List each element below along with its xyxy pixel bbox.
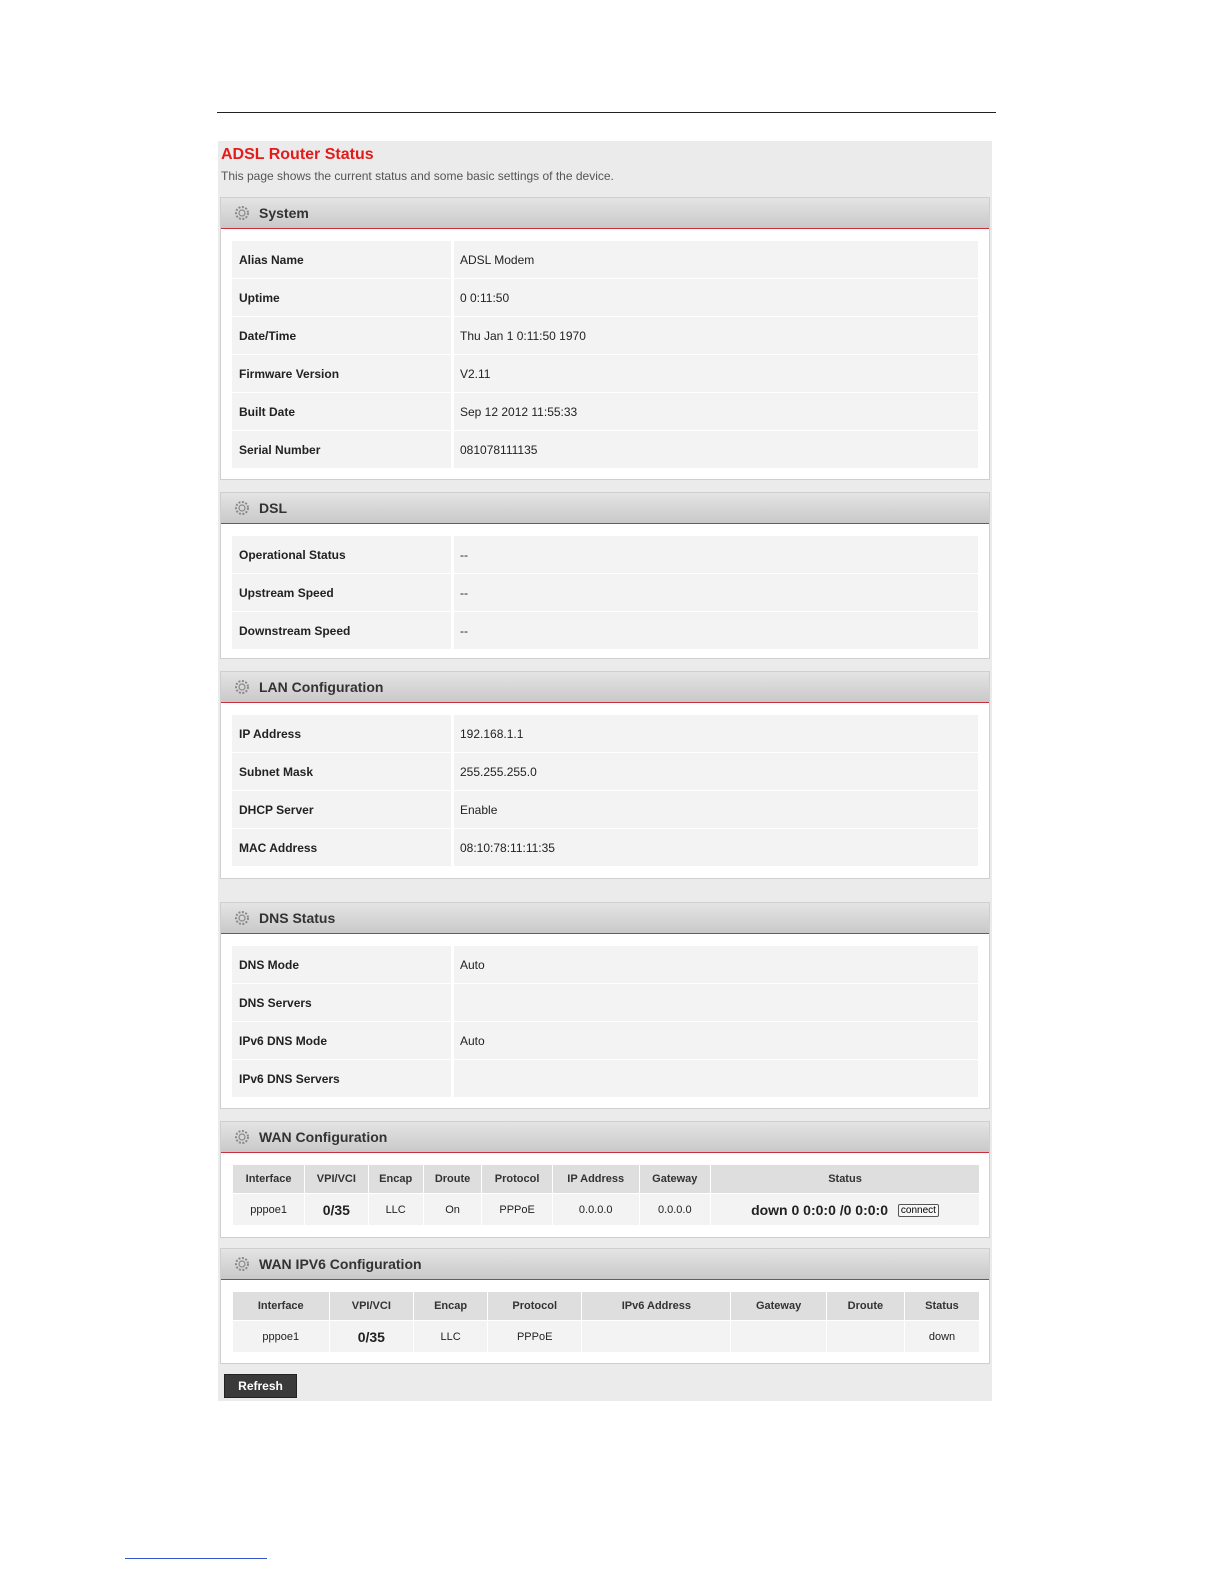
lan-header: [221, 672, 989, 703]
wan-ipv6-table: [232, 1291, 980, 1353]
table-header-row: [233, 1292, 980, 1321]
page-title: ADSL Router Status: [221, 146, 374, 163]
row-value: --: [454, 536, 978, 574]
row-label: IPv6 DNS Mode: [232, 1022, 454, 1060]
top-rule: [217, 112, 996, 113]
section-title: DNS Status: [259, 910, 336, 926]
cell-ipv6-address: [582, 1321, 731, 1353]
cell-droute: [826, 1321, 904, 1353]
table-row: [232, 574, 978, 612]
wan-table: [232, 1164, 980, 1226]
table-row: [233, 1321, 980, 1353]
row-label: Downstream Speed: [232, 612, 454, 650]
row-value: Auto: [454, 946, 978, 984]
col-header: Droute: [423, 1165, 482, 1194]
connect-button[interactable]: connect: [898, 1204, 939, 1217]
row-value: 192.168.1.1: [454, 715, 978, 753]
col-header: Status: [711, 1165, 980, 1194]
status-page: [218, 141, 992, 1401]
table-row: [232, 829, 978, 867]
row-value: Sep 12 2012 11:55:33: [454, 393, 978, 431]
col-header: Protocol: [482, 1165, 553, 1194]
row-value: V2.11: [454, 355, 978, 393]
col-header: Gateway: [639, 1165, 710, 1194]
cell-status: down: [904, 1321, 979, 1353]
dns-section: [220, 902, 990, 1109]
cell-encap: LLC: [368, 1194, 423, 1226]
dsl-table: [232, 536, 978, 650]
cell-droute: On: [423, 1194, 482, 1226]
col-header: IP Address: [552, 1165, 639, 1194]
col-header: IPv6 Address: [582, 1292, 731, 1321]
gear-icon: [234, 910, 250, 926]
table-row: [232, 279, 978, 317]
col-header: Encap: [368, 1165, 423, 1194]
cell-status: [711, 1194, 980, 1226]
wan-section: [220, 1121, 990, 1238]
cell-protocol: PPPoE: [488, 1321, 582, 1353]
gear-icon: [234, 1256, 250, 1272]
section-title: DSL: [259, 500, 287, 516]
row-value: 255.255.255.0: [454, 753, 978, 791]
section-title: System: [259, 205, 309, 221]
gear-icon: [234, 679, 250, 695]
col-header: Status: [904, 1292, 979, 1321]
system-section: [220, 197, 990, 480]
row-value: ADSL Modem: [454, 241, 978, 279]
gear-icon: [234, 205, 250, 221]
footnote-rule: [125, 1558, 267, 1559]
section-title: WAN IPV6 Configuration: [259, 1256, 422, 1272]
gear-icon: [234, 1129, 250, 1145]
col-header: Interface: [233, 1292, 330, 1321]
dns-header: [221, 903, 989, 934]
row-value: --: [454, 574, 978, 612]
table-row: [232, 1022, 978, 1060]
cell-interface: pppoe1: [233, 1321, 330, 1353]
col-header: Interface: [233, 1165, 305, 1194]
row-label: DNS Servers: [232, 984, 454, 1022]
dsl-header: [221, 493, 989, 524]
wan-ipv6-header: [221, 1249, 989, 1280]
lan-section: [220, 671, 990, 879]
row-label: DHCP Server: [232, 791, 454, 829]
row-value: 081078111135: [454, 431, 978, 469]
cell-ip-address: 0.0.0.0: [552, 1194, 639, 1226]
row-label: MAC Address: [232, 829, 454, 867]
col-header: Gateway: [731, 1292, 826, 1321]
row-label: Built Date: [232, 393, 454, 431]
row-value: 0 0:11:50: [454, 279, 978, 317]
col-header: Encap: [414, 1292, 488, 1321]
refresh-button[interactable]: Refresh: [224, 1374, 297, 1398]
cell-encap: LLC: [414, 1321, 488, 1353]
section-title: WAN Configuration: [259, 1129, 388, 1145]
cell-gateway: 0.0.0.0: [639, 1194, 710, 1226]
cell-interface: pppoe1: [233, 1194, 305, 1226]
table-row: [232, 715, 978, 753]
system-header: [221, 198, 989, 229]
cell-protocol: PPPoE: [482, 1194, 553, 1226]
table-row: [233, 1194, 980, 1226]
table-row: [232, 753, 978, 791]
row-value: [454, 1060, 978, 1098]
system-table: [232, 241, 978, 469]
wan-header: [221, 1122, 989, 1153]
table-row: [232, 984, 978, 1022]
col-header: VPI/VCI: [305, 1165, 368, 1194]
table-row: [232, 1060, 978, 1098]
table-row: [232, 791, 978, 829]
row-value: 08:10:78:11:11:35: [454, 829, 978, 867]
row-value: --: [454, 612, 978, 650]
table-row: [232, 355, 978, 393]
wan-ipv6-section: [220, 1248, 990, 1364]
lan-table: [232, 715, 978, 867]
row-label: Upstream Speed: [232, 574, 454, 612]
row-label: Firmware Version: [232, 355, 454, 393]
table-row: [232, 431, 978, 469]
row-label: IP Address: [232, 715, 454, 753]
cell-vpivci: 0/35: [329, 1321, 414, 1353]
col-header: Droute: [826, 1292, 904, 1321]
table-row: [232, 317, 978, 355]
row-label: Operational Status: [232, 536, 454, 574]
cell-vpivci: 0/35: [305, 1194, 368, 1226]
table-header-row: [233, 1165, 980, 1194]
col-header: VPI/VCI: [329, 1292, 414, 1321]
row-label: Serial Number: [232, 431, 454, 469]
gear-icon: [234, 500, 250, 516]
cell-gateway: [731, 1321, 826, 1353]
col-header: Protocol: [488, 1292, 582, 1321]
row-label: Alias Name: [232, 241, 454, 279]
row-label: Uptime: [232, 279, 454, 317]
row-value: Auto: [454, 1022, 978, 1060]
table-row: [232, 536, 978, 574]
row-label: IPv6 DNS Servers: [232, 1060, 454, 1098]
table-row: [232, 946, 978, 984]
section-title: LAN Configuration: [259, 679, 384, 695]
page-subtitle: This page shows the current status and some basic settings of the device.: [221, 169, 614, 183]
row-value: Enable: [454, 791, 978, 829]
row-label: Date/Time: [232, 317, 454, 355]
row-label: DNS Mode: [232, 946, 454, 984]
row-value: [454, 984, 978, 1022]
dns-table: [232, 946, 978, 1098]
table-row: [232, 612, 978, 650]
status-text: down 0 0:0:0 /0 0:0:0: [751, 1201, 888, 1218]
row-value: Thu Jan 1 0:11:50 1970: [454, 317, 978, 355]
table-row: [232, 241, 978, 279]
table-row: [232, 393, 978, 431]
dsl-section: [220, 492, 990, 659]
row-label: Subnet Mask: [232, 753, 454, 791]
